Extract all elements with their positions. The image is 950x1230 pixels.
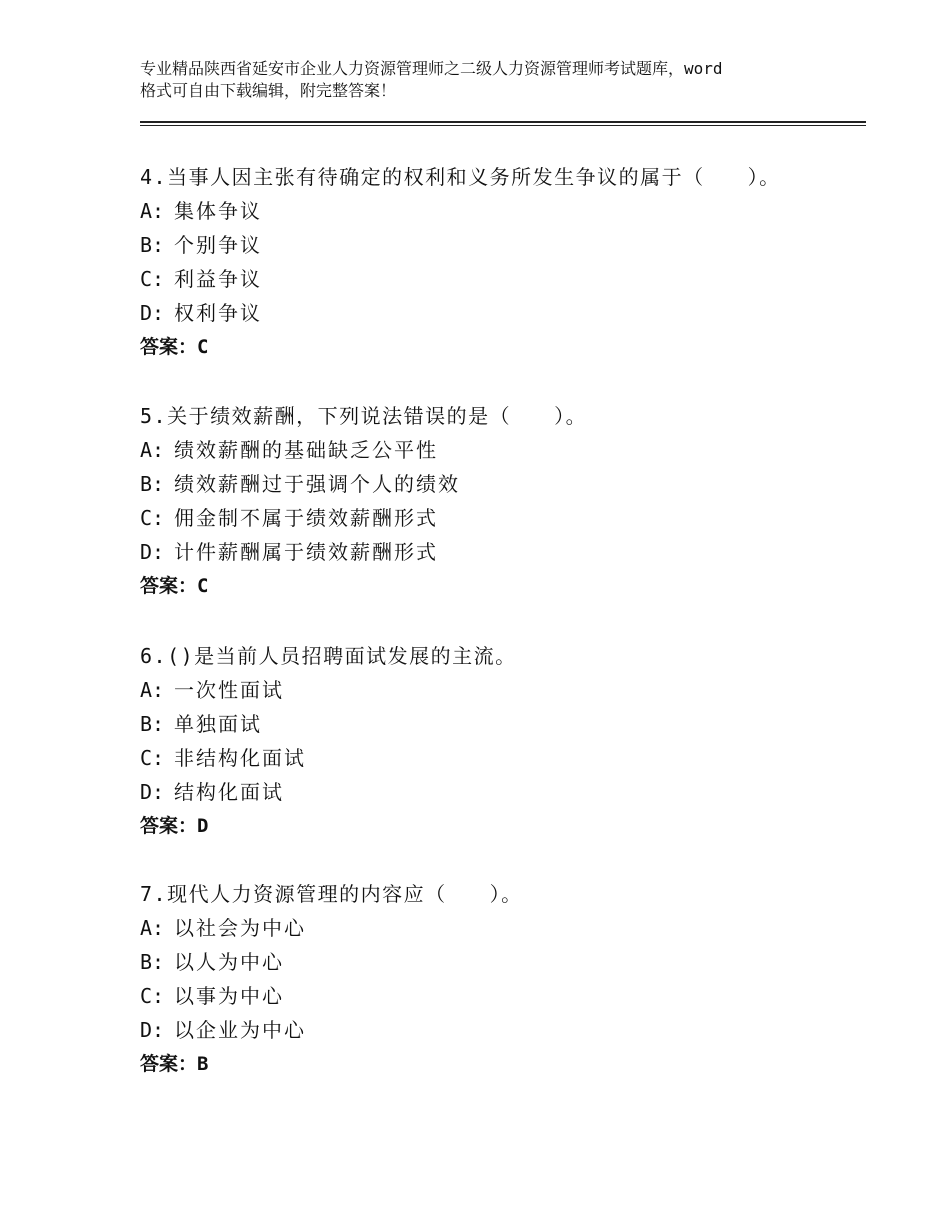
option-c bbox=[140, 501, 860, 535]
option-c bbox=[140, 741, 860, 775]
option-d bbox=[140, 296, 860, 330]
question-stem: 6.()是当前人员招聘面试发展的主流。 bbox=[140, 644, 517, 668]
answer-line bbox=[140, 1047, 860, 1081]
answer-value: C bbox=[197, 575, 209, 597]
option-text: 以企业为中心 bbox=[174, 1018, 306, 1042]
option-text: 利益争议 bbox=[174, 267, 262, 291]
option-text: 权利争议 bbox=[174, 301, 262, 325]
option-text: 以事为中心 bbox=[174, 984, 284, 1008]
option-a bbox=[140, 911, 860, 945]
option-text: 计件薪酬属于绩效薪酬形式 bbox=[174, 540, 438, 564]
option-key: B: bbox=[140, 950, 165, 974]
question-stem: 4.当事人因主张有待确定的权利和义务所发生争议的属于（ ）。 bbox=[140, 165, 781, 189]
answer-value: B bbox=[197, 1053, 209, 1075]
option-text: 佣金制不属于绩效薪酬形式 bbox=[174, 506, 438, 530]
option-b bbox=[140, 945, 860, 979]
document-header bbox=[140, 58, 820, 102]
option-text: 绩效薪酬过于强调个人的绩效 bbox=[174, 472, 460, 496]
option-text: 个别争议 bbox=[174, 233, 262, 257]
answer-line bbox=[140, 330, 860, 364]
header-divider bbox=[140, 121, 866, 126]
option-key: B: bbox=[140, 712, 165, 736]
answer-line bbox=[140, 809, 860, 843]
option-a bbox=[140, 433, 860, 467]
option-c bbox=[140, 262, 860, 296]
question-4 bbox=[140, 160, 860, 364]
option-key: A: bbox=[140, 438, 165, 462]
option-text: 以社会为中心 bbox=[174, 916, 306, 940]
option-d bbox=[140, 535, 860, 569]
option-d bbox=[140, 1013, 860, 1047]
option-b bbox=[140, 228, 860, 262]
option-key: A: bbox=[140, 678, 165, 702]
option-text: 一次性面试 bbox=[174, 678, 284, 702]
option-key: D: bbox=[140, 301, 165, 325]
question-stem: 7.现代人力资源管理的内容应（ ）。 bbox=[140, 882, 523, 906]
option-text: 结构化面试 bbox=[174, 780, 284, 804]
option-key: C: bbox=[140, 267, 165, 291]
option-a bbox=[140, 194, 860, 228]
answer-label: 答案： bbox=[140, 815, 198, 837]
option-key: C: bbox=[140, 984, 165, 1008]
option-text: 绩效薪酬的基础缺乏公平性 bbox=[174, 438, 438, 462]
answer-value: D bbox=[197, 815, 209, 837]
option-b bbox=[140, 707, 860, 741]
option-d bbox=[140, 775, 860, 809]
answer-label: 答案： bbox=[140, 575, 198, 597]
option-key: D: bbox=[140, 780, 165, 804]
option-key: A: bbox=[140, 916, 165, 940]
option-a bbox=[140, 673, 860, 707]
header-title-line-1: 专业精品陕西省延安市企业人力资源管理师之二级人力资源管理师考试题库，word bbox=[140, 59, 723, 78]
option-c bbox=[140, 979, 860, 1013]
option-key: A: bbox=[140, 199, 165, 223]
answer-label: 答案： bbox=[140, 1053, 198, 1075]
question-5 bbox=[140, 399, 860, 603]
option-b bbox=[140, 467, 860, 501]
option-key: B: bbox=[140, 472, 165, 496]
option-text: 单独面试 bbox=[174, 712, 262, 736]
option-key: C: bbox=[140, 506, 165, 530]
answer-label: 答案： bbox=[140, 336, 198, 358]
option-text: 集体争议 bbox=[174, 199, 262, 223]
option-text: 以人为中心 bbox=[174, 950, 284, 974]
option-text: 非结构化面试 bbox=[174, 746, 306, 770]
option-key: B: bbox=[140, 233, 165, 257]
question-7 bbox=[140, 877, 860, 1081]
option-key: D: bbox=[140, 540, 165, 564]
question-stem: 5.关于绩效薪酬，下列说法错误的是（ ）。 bbox=[140, 404, 588, 428]
question-6 bbox=[140, 639, 860, 843]
answer-value: C bbox=[197, 336, 209, 358]
header-title-line-2: 格式可自由下载编辑，附完整答案！ bbox=[140, 81, 397, 100]
option-key: D: bbox=[140, 1018, 165, 1042]
option-key: C: bbox=[140, 746, 165, 770]
answer-line bbox=[140, 569, 860, 603]
